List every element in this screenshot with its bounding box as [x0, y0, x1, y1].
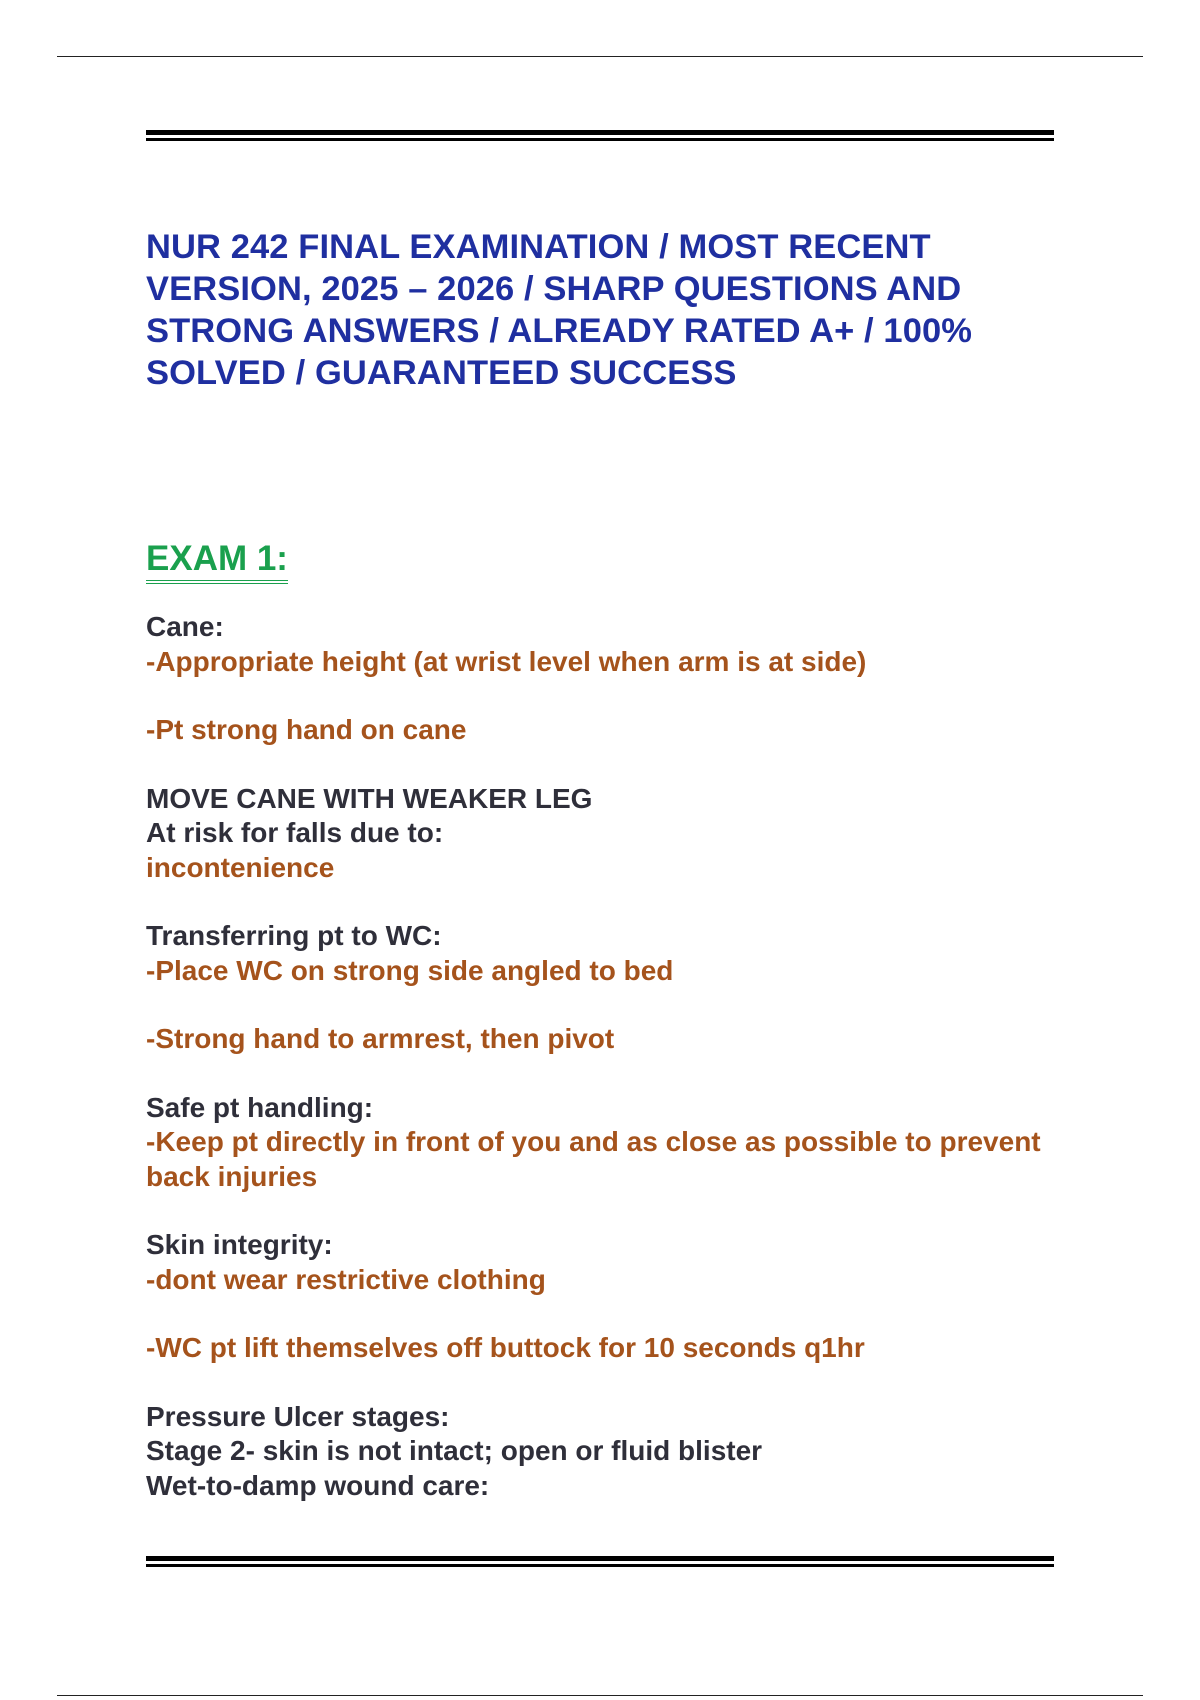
- note-line: At risk for falls due to:: [146, 817, 444, 848]
- note-line: -dont wear restrictive clothing: [146, 1263, 546, 1295]
- page-bottom-rule: [57, 1695, 1143, 1696]
- note-line: Cane:: [146, 611, 224, 642]
- note-line: -Keep pt directly in front of you and as close as possible to prevent back injuries: [146, 1126, 1041, 1192]
- note-line: incontenience: [146, 851, 335, 883]
- note-line: Skin integrity:: [146, 1229, 333, 1260]
- note-line: -Strong hand to armrest, then pivot: [146, 1023, 615, 1054]
- note-line: Wet-to-damp wound care:: [146, 1469, 490, 1501]
- study-notes: [146, 610, 1056, 1503]
- note-line: -WC pt lift themselves off buttock for 10 seconds q1hr: [146, 1332, 865, 1363]
- document-title: NUR 242 FINAL EXAMINATION / MOST RECENT VERSION, 2025 – 2026 / SHARP QUESTIONS AND STRONG ANSWERS / ALREADY RATED A+ / 100% SOLVED / GUARANTEED SUCCESS: [146, 228, 973, 392]
- note-line: MOVE CANE WITH WEAKER LEG: [146, 782, 593, 814]
- document-body: [146, 226, 1056, 1503]
- note-line: -Place WC on strong side angled to bed: [146, 954, 674, 986]
- note-line: Stage 2- skin is not intact; open or fluid blister: [146, 1435, 763, 1466]
- note-line: Safe pt handling:: [146, 1091, 374, 1123]
- note-line: Pressure Ulcer stages:: [146, 1400, 450, 1432]
- header-double-rule: [146, 130, 1054, 142]
- note-line: -Pt strong hand on cane: [146, 714, 467, 745]
- note-line: -Appropriate height (at wrist level when arm is at side): [146, 645, 867, 677]
- footer-double-rule: [146, 1556, 1054, 1568]
- note-line: Transferring pt to WC:: [146, 920, 442, 951]
- section-heading-exam-1: EXAM 1:: [146, 538, 288, 584]
- page-top-rule: [57, 56, 1143, 57]
